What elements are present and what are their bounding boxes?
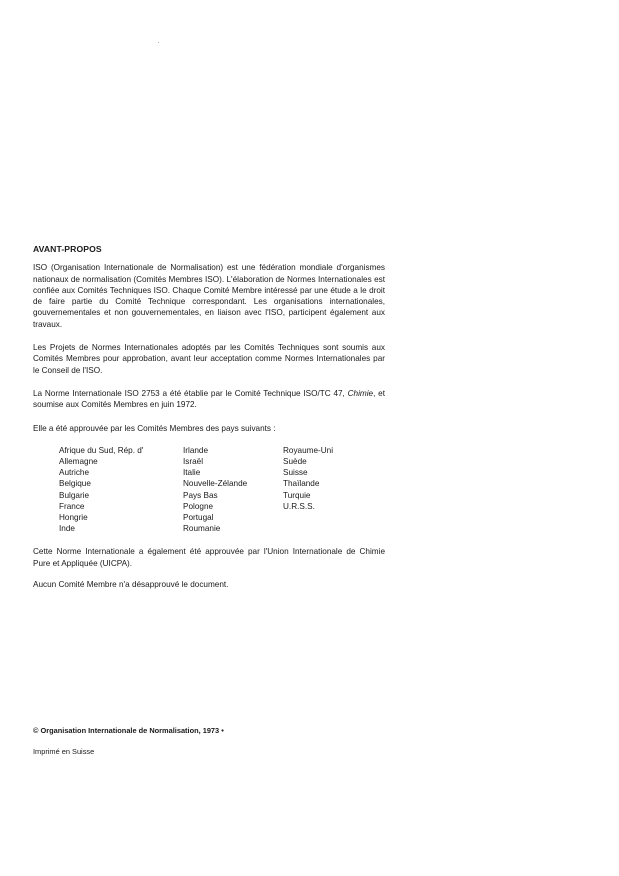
country-item: Inde — [59, 524, 75, 534]
country-list — [59, 445, 385, 535]
country-column-2 — [183, 445, 283, 535]
origin-text-end: , et soumise aux Comités Membres en juin 1972. — [33, 388, 385, 410]
country-item: Italie — [183, 468, 201, 478]
country-item: U.R.S.S. — [283, 501, 315, 511]
country-item: Irlande — [183, 445, 209, 455]
section-heading: AVANT-PROPOS — [33, 244, 102, 254]
country-item: Hongrie — [59, 513, 88, 523]
country-item: Pays Bas — [183, 490, 218, 500]
scan-speck — [158, 42, 159, 43]
country-item: Suède — [283, 457, 307, 467]
committee-name: Chimie — [347, 388, 374, 398]
page-footer — [33, 725, 224, 757]
country-item: France — [59, 501, 85, 511]
foreword-section — [33, 244, 385, 590]
country-item: Bulgarie — [59, 490, 90, 500]
country-item: Thaïlande — [283, 479, 320, 489]
paragraph-drafts: Les Projets de Normes Internationales adoptés par les Comités Techniques sont soumis aux Comités Membres pour approbation, avant leur acceptation comme Normes Internationales par le Conseil de l'ISO. — [33, 343, 385, 375]
paragraph-iupac: Cette Norme Internationale a également été approuvée par l'Union Internationale de Chimie Pure et Appliquée (UICPA). — [33, 547, 385, 568]
paragraph-standard-origin — [33, 388, 385, 411]
printed-in-notice: Imprimé en Suisse — [33, 747, 95, 756]
country-item: Israël — [183, 457, 204, 467]
country-item: Allemagne — [59, 457, 98, 467]
country-item: Suisse — [283, 468, 308, 478]
country-item: Portugal — [183, 513, 214, 523]
country-item: Pologne — [183, 501, 214, 511]
origin-text-start: La Norme Internationale ISO 2753 a été établie par le Comité Technique ISO/TC 47, — [33, 388, 348, 398]
country-item: Royaume-Uni — [283, 445, 334, 455]
country-column-3 — [283, 445, 373, 535]
copyright-notice: © Organisation Internationale de Normalisation, 1973 • — [33, 726, 224, 735]
country-item: Autriche — [59, 468, 90, 478]
country-item: Belgique — [59, 479, 91, 489]
country-item: Turquie — [283, 490, 311, 500]
country-item: Afrique du Sud, Rép. d' — [59, 445, 144, 455]
country-item: Nouvelle-Zélande — [183, 479, 248, 489]
paragraph-approval: Elle a été approuvée par les Comités Membres des pays suivants : — [33, 423, 276, 433]
paragraph-iso-intro: ISO (Organisation Internationale de Normalisation) est une fédération mondiale d'organismes nationaux de normalisation (Comités Membres ISO). L'élaboration de Normes Internationales est confiée aux Comités Techniques ISO. Chaque Comité Membre intéressé par une étude a le droit de faire partie du Comité Technique correspondant. Les organisations internationales, gouvernementales et non gouvernementales, en liaison avec l'ISO, participent également aux travaux. — [33, 263, 385, 329]
country-item: Roumanie — [183, 524, 221, 534]
country-column-1 — [59, 445, 183, 535]
paragraph-no-disapproval: Aucun Comité Membre n'a désapprouvé le document. — [33, 580, 229, 590]
